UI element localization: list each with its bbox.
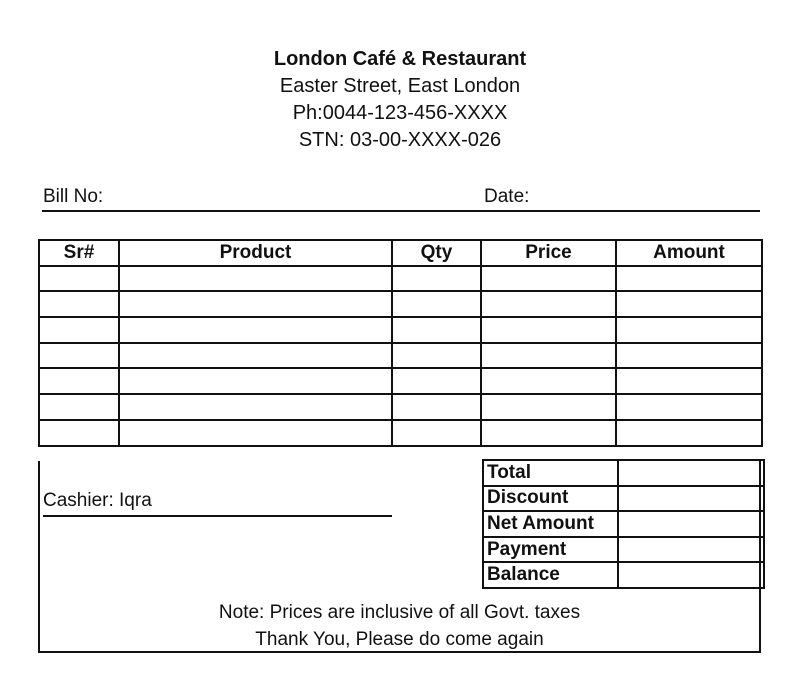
net-amount-label: Net Amount xyxy=(483,511,618,537)
tax-note: Note: Prices are inclusive of all Govt. taxes xyxy=(218,602,581,623)
discount-value xyxy=(618,486,764,512)
restaurant-address: Easter Street, East London xyxy=(279,75,521,97)
summary-section xyxy=(38,461,761,653)
table-row xyxy=(39,317,762,343)
restaurant-stn: STN: 03-00-XXXX-026 xyxy=(298,129,502,151)
totals-row-total xyxy=(483,460,764,486)
items-header-row xyxy=(39,240,762,266)
restaurant-name: London Café & Restaurant xyxy=(273,48,527,70)
totals-row-payment xyxy=(483,537,764,563)
thank-you-note: Thank You, Please do come again xyxy=(255,629,544,650)
table-row xyxy=(39,291,762,317)
discount-label: Discount xyxy=(483,486,618,512)
totals-row-net-amount xyxy=(483,511,764,537)
col-header-product: Product xyxy=(119,240,392,266)
cashier-label: Cashier: Iqra xyxy=(43,490,392,517)
col-header-price: Price xyxy=(481,240,616,266)
payment-label: Payment xyxy=(483,537,618,563)
totals-row-discount xyxy=(483,486,764,512)
bill-info-row xyxy=(42,186,760,212)
table-row xyxy=(39,343,762,369)
balance-label: Balance xyxy=(483,562,618,588)
footer-notes xyxy=(40,599,759,653)
table-row xyxy=(39,266,762,292)
table-row xyxy=(39,368,762,394)
restaurant-header xyxy=(0,46,800,154)
restaurant-phone: Ph:0044-123-456-XXXX xyxy=(292,102,508,124)
total-value xyxy=(618,460,764,486)
col-header-qty: Qty xyxy=(392,240,481,266)
items-table xyxy=(38,239,763,447)
total-label: Total xyxy=(483,460,618,486)
totals-table xyxy=(482,459,765,589)
date-label: Date: xyxy=(484,186,530,207)
table-row xyxy=(39,420,762,446)
balance-value xyxy=(618,562,764,588)
totals-row-balance xyxy=(483,562,764,588)
net-amount-value xyxy=(618,511,764,537)
table-row xyxy=(39,394,762,420)
payment-value xyxy=(618,537,764,563)
bill-no-label: Bill No: xyxy=(43,186,104,207)
items-body xyxy=(39,266,762,446)
col-header-sr: Sr# xyxy=(39,240,119,266)
col-header-amount: Amount xyxy=(616,240,762,266)
